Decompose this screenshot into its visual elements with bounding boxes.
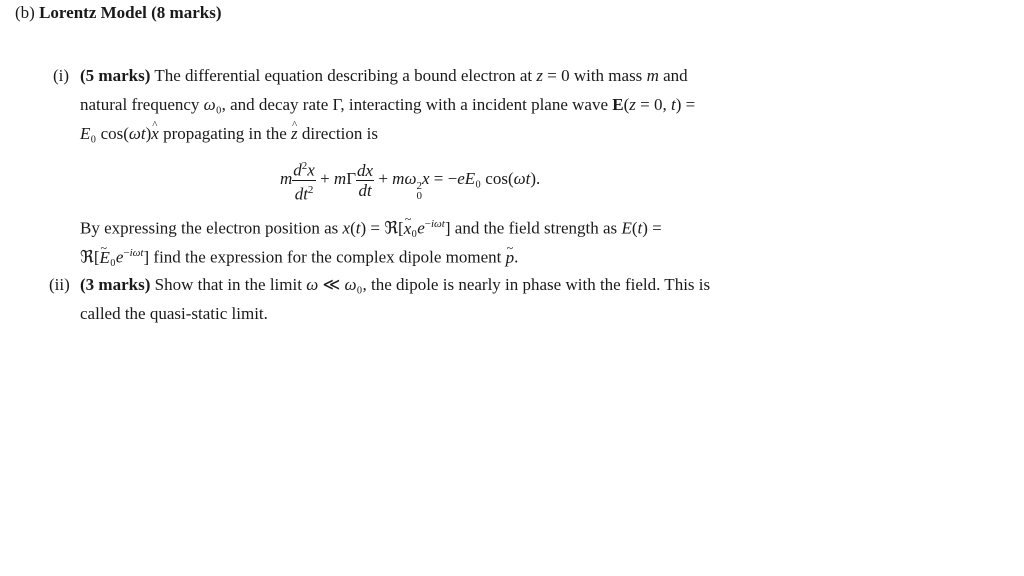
part-ii-label: (ii)	[49, 275, 70, 294]
part-ii-line-1: (3 marks) Show that in the limit ω ≪ ω₀, the dipole is nearly in phase with the field. This is	[80, 275, 711, 294]
part-i-line-1: (5 marks) The differential equation describing a bound electron at z = 0 with mass m and	[80, 66, 688, 85]
part-i-label: (i)	[53, 66, 70, 85]
part-i-line-3: E₀ cos(ωt)x ^ propagating in the z ^ direction is	[80, 125, 378, 142]
part-i-line-4: By expressing the electron position as x(t) = ℜ[x $\sim_0e^{-i\omega t}$] and the field strength as E(t) =	[80, 216, 662, 237]
part-ii-marks: (3 marks)	[80, 275, 151, 294]
part-i-line-5: ℜ[E $\sim_0e^{-i\omega t}$] find the expression for the complex dipole moment p ~.	[80, 245, 518, 266]
section-label: (b)	[15, 3, 35, 22]
part-i-marks: (5 marks)	[80, 66, 151, 85]
section-heading	[15, 4, 221, 21]
section-title: Lorentz Model (8 marks)	[39, 3, 222, 22]
differential-equation: m $\frac{d^2x}{dt^2}$ + mΓ $\frac{dx}{dt}$ + mω 2 0 x = −eE₀ cos(ωt).	[280, 160, 541, 204]
part-i-line-2: natural frequency ω₀, and decay rate Γ, interacting with a incident plane wave E(z = 0, t) =	[80, 95, 696, 114]
part-ii-line-2: called the quasi-static limit.	[80, 304, 268, 323]
